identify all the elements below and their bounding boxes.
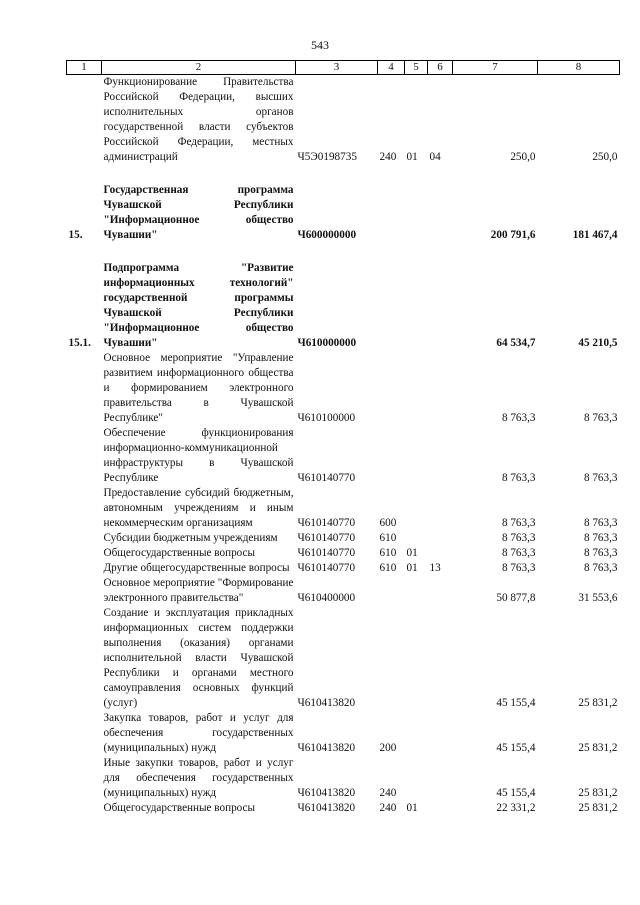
row-number [67,576,102,606]
amount-year-2: 250,0 [592,151,618,163]
header-col-1: 1 [67,61,102,75]
target-article-code: Ч610413820 [297,787,356,799]
amount-year-2: 31 553,6 [578,592,618,604]
table-row [67,546,620,561]
subsection [428,756,453,801]
subsection [428,351,453,426]
table-row [67,486,620,531]
subsection [428,243,453,351]
amount-year-2: 8 763,3 [583,532,618,544]
amount-year-2: 25 831,2 [578,787,618,799]
table-row [67,243,620,351]
amount-year-1: 200 791,6 [490,229,536,241]
amount-year-1: 64 534,7 [496,337,536,349]
target-article-code: Ч610413820 [297,697,356,709]
table-row [67,165,620,243]
amount-year-2: 8 763,3 [583,412,618,424]
expense-type [378,243,405,351]
expense-type: 240 [379,151,397,163]
amount-year-2: 8 763,3 [583,547,618,559]
amount-year-1: 8 763,3 [501,562,536,574]
table-row [67,711,620,756]
table-row [67,426,620,486]
target-article-code: Ч610413820 [297,802,356,814]
section: 01 [406,547,418,559]
row-number [67,606,102,711]
row-number [67,426,102,486]
expense-type: 240 [379,787,397,799]
header-col-2: 2 [102,61,296,75]
section [405,576,428,606]
section: 01 [406,151,418,163]
budget-table [66,60,620,816]
table-row [67,756,620,801]
amount-year-1: 50 877,8 [496,592,536,604]
expense-type: 610 [379,532,397,544]
amount-year-1: 8 763,3 [501,547,536,559]
row-number [67,531,102,546]
row-number [67,546,102,561]
table-row [67,531,620,546]
section [405,165,428,243]
subsection [428,546,453,561]
amount-year-1: 22 331,2 [496,802,536,814]
subsection [428,711,453,756]
subsection [428,426,453,486]
subsection [428,606,453,711]
table-row [67,75,620,166]
subsection [428,801,453,816]
header-col-4: 4 [378,61,405,75]
row-number [67,486,102,531]
table-row [67,351,620,426]
amount-year-2: 8 763,3 [583,562,618,574]
expense-type: 200 [379,742,397,754]
amount-year-2: 25 831,2 [578,697,618,709]
amount-year-1: 45 155,4 [496,697,536,709]
target-article-code: Ч610000000 [297,337,357,349]
amount-year-1: 250,0 [510,151,536,163]
subsection [428,165,453,243]
target-article-code: Ч610140770 [297,562,356,574]
expense-type: 610 [379,562,397,574]
expense-type: 610 [379,547,397,559]
section: 01 [406,562,418,574]
row-name: Другие общегосударственные вопросы [103,562,290,574]
amount-year-2: 181 467,4 [572,229,618,241]
header-col-8: 8 [538,61,620,75]
row-name: Общегосударственные вопросы [103,547,256,559]
row-name: Субсидии бюджетным учреждениям [103,532,278,544]
subsection: 13 [429,562,441,574]
row-number [67,711,102,756]
header-row [67,61,620,75]
subsection [428,576,453,606]
amount-year-1: 8 763,3 [501,472,536,484]
row-number [67,801,102,816]
row-number [67,756,102,801]
amount-year-2: 25 831,2 [578,742,618,754]
section [405,711,428,756]
expense-type [378,426,405,486]
header-col-7: 7 [453,61,538,75]
row-number [67,561,102,576]
expense-type [378,351,405,426]
row-name: Закупка товаров, работ и услуг для обеспечения государственных (муниципальных) нужд [103,712,294,754]
expense-type [378,606,405,711]
section [405,531,428,546]
table-body [67,75,620,817]
amount-year-2: 25 831,2 [578,802,618,814]
table-header [67,61,620,75]
expense-type [378,576,405,606]
expense-type [378,165,405,243]
section [405,756,428,801]
subsection [428,531,453,546]
amount-year-1: 45 155,4 [496,742,536,754]
page-number: 543 [311,38,329,52]
subsection: 04 [429,151,441,163]
header-col-6: 6 [428,61,453,75]
amount-year-2: 8 763,3 [583,517,618,529]
row-name: Подпрограмма "Развитие информационных технологий" государственной программы Чувашской Республики "Информационное общество Чувашии" [103,262,294,349]
subsection [428,486,453,531]
amount-year-1: 45 155,4 [496,787,536,799]
table-row [67,606,620,711]
target-article-code: Ч610413820 [297,742,356,754]
target-article-code: Ч610140770 [297,547,356,559]
row-name: Обеспечение функционирования информационно-коммуникационной инфраструктуры в Чувашской Республике [103,427,294,484]
row-name: Иные закупки товаров, работ и услуг для обеспечения государственных (муниципальных) нужд [103,757,294,799]
amount-year-2: 45 210,5 [578,337,618,349]
section [405,243,428,351]
expense-type: 600 [379,517,397,529]
amount-year-1: 8 763,3 [501,412,536,424]
row-name: Предоставление субсидий бюджетным, автономным учреждениям и иным некоммерческим организациям [103,487,294,529]
section [405,486,428,531]
section [405,606,428,711]
header-col-5: 5 [405,61,428,75]
row-name: Создание и эксплуатация прикладных информационных систем поддержки выполнения (оказания) органами исполнительной власти Чувашской Республики и органами местного самоуправления основных функций (услуг) [103,607,294,709]
row-number: 15. [68,229,83,241]
target-article-code: Ч610400000 [297,592,356,604]
section [405,426,428,486]
row-number: 15.1. [68,337,91,349]
amount-year-1: 8 763,3 [501,532,536,544]
table-row [67,576,620,606]
row-name: Основное мероприятие "Формирование электронного правительства" [103,577,294,604]
table-row [67,561,620,576]
row-name: Государственная программа Чувашской Республики "Информационное общество Чувашии" [103,184,294,241]
target-article-code: Ч610140770 [297,472,356,484]
header-col-3: 3 [296,61,378,75]
row-number [67,75,102,166]
row-name: Общегосударственные вопросы [103,802,256,814]
expense-type: 240 [379,802,397,814]
target-article-code: Ч5Э0198735 [297,151,357,163]
section: 01 [406,802,418,814]
target-article-code: Ч610140770 [297,517,356,529]
row-name: Функционирование Правительства Российской Федерации, высших исполнительных органов государственной власти субъектов Российской Федерации, местных администраций [103,76,294,163]
target-article-code: Ч610100000 [297,412,356,424]
section [405,351,428,426]
row-name: Основное мероприятие "Управление развитием информационного общества и формированием электронного правительства в Чувашской Республике" [103,352,294,424]
table-row [67,801,620,816]
target-article-code: Ч600000000 [297,229,357,241]
target-article-code: Ч610140770 [297,532,356,544]
amount-year-2: 8 763,3 [583,472,618,484]
amount-year-1: 8 763,3 [501,517,536,529]
row-number [67,351,102,426]
